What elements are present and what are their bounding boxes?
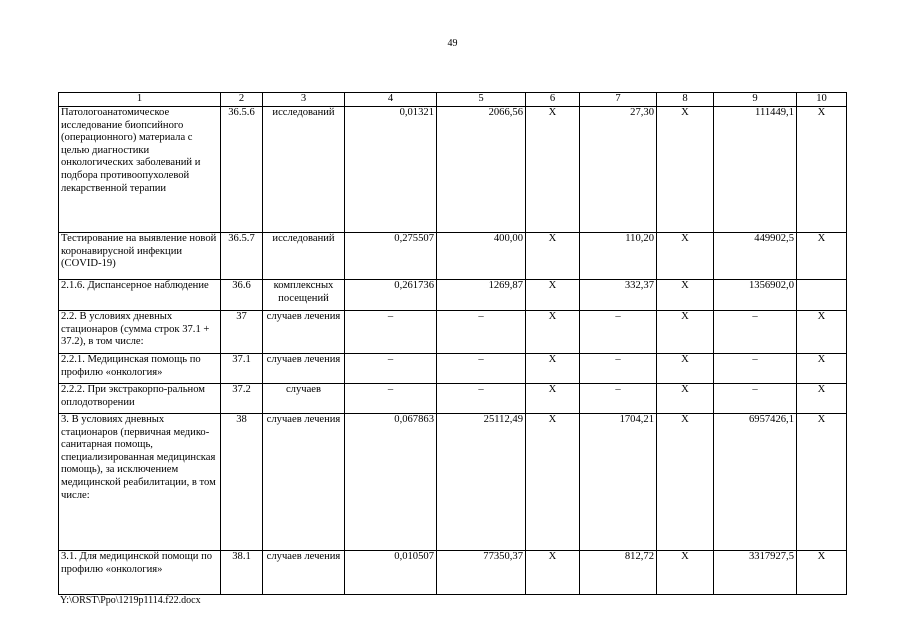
column-header: 5 — [437, 93, 526, 107]
row-unit: случаев лечения — [263, 311, 345, 354]
row-col9: 3317927,5 — [714, 551, 797, 595]
row-col10: X — [797, 354, 847, 384]
row-name: 2.2.1. Медицинская помощь по профилю «онкология» — [59, 354, 221, 384]
row-cost: 1269,87 — [437, 280, 526, 311]
row-cost: – — [437, 311, 526, 354]
row-col7: – — [580, 384, 657, 414]
row-col6: X — [526, 233, 580, 280]
row-col8: X — [657, 280, 714, 311]
row-col6: X — [526, 384, 580, 414]
table-header-row — [59, 93, 847, 107]
row-col7: – — [580, 354, 657, 384]
row-col7: 27,30 — [580, 107, 657, 233]
row-unit: случаев лечения — [263, 551, 345, 595]
row-volume: 0,067863 — [345, 414, 437, 551]
row-unit: случаев лечения — [263, 354, 345, 384]
column-header: 3 — [263, 93, 345, 107]
column-header: 4 — [345, 93, 437, 107]
row-col6: X — [526, 354, 580, 384]
row-col8: X — [657, 311, 714, 354]
row-col10: X — [797, 414, 847, 551]
row-col8: X — [657, 233, 714, 280]
column-header: 7 — [580, 93, 657, 107]
table-row — [59, 311, 847, 354]
table-row — [59, 107, 847, 233]
row-name: 2.2. В условиях дневных стационаров (сумма строк 37.1 + 37.2), в том числе: — [59, 311, 221, 354]
row-volume: – — [345, 354, 437, 384]
row-code: 38 — [221, 414, 263, 551]
row-cost: 77350,37 — [437, 551, 526, 595]
row-col6: X — [526, 311, 580, 354]
row-volume: 0,261736 — [345, 280, 437, 311]
column-header: 1 — [59, 93, 221, 107]
table-row — [59, 384, 847, 414]
row-cost: – — [437, 384, 526, 414]
row-cost: – — [437, 354, 526, 384]
file-path-footer: Y:\ORST\Ppo\1219p1114.f22.docx — [60, 595, 201, 606]
row-name: Тестирование на выявление новой коронавирусной инфекции (COVID-19) — [59, 233, 221, 280]
row-col6: X — [526, 280, 580, 311]
row-col10 — [797, 280, 847, 311]
row-col8: X — [657, 551, 714, 595]
row-unit: исследований — [263, 107, 345, 233]
row-col10: X — [797, 311, 847, 354]
row-col10: X — [797, 551, 847, 595]
row-col10: X — [797, 384, 847, 414]
row-volume: 0,010507 — [345, 551, 437, 595]
row-col9: 1356902,0 — [714, 280, 797, 311]
table-row — [59, 354, 847, 384]
row-col9: 449902,5 — [714, 233, 797, 280]
row-code: 37.2 — [221, 384, 263, 414]
row-cost: 2066,56 — [437, 107, 526, 233]
row-name: 2.1.6. Диспансерное наблюдение — [59, 280, 221, 311]
column-header: 10 — [797, 93, 847, 107]
table-row — [59, 280, 847, 311]
row-col8: X — [657, 107, 714, 233]
table-row — [59, 233, 847, 280]
row-col9: – — [714, 311, 797, 354]
row-volume: 0,275507 — [345, 233, 437, 280]
row-col10: X — [797, 107, 847, 233]
row-col10: X — [797, 233, 847, 280]
row-code: 37.1 — [221, 354, 263, 384]
row-col7: 110,20 — [580, 233, 657, 280]
row-volume: – — [345, 311, 437, 354]
row-unit: исследований — [263, 233, 345, 280]
row-col7: 1704,21 — [580, 414, 657, 551]
column-header: 8 — [657, 93, 714, 107]
row-code: 36.6 — [221, 280, 263, 311]
row-unit: случаев — [263, 384, 345, 414]
row-col6: X — [526, 107, 580, 233]
table-row — [59, 414, 847, 551]
row-col9: – — [714, 354, 797, 384]
table-row — [59, 551, 847, 595]
row-name: 3. В условиях дневных стационаров (первичная медико-санитарная помощь, специализированная медицинская помощь), за исключением медицинской реабилитации, в том числе: — [59, 414, 221, 551]
column-header: 9 — [714, 93, 797, 107]
row-col8: X — [657, 414, 714, 551]
row-code: 36.5.6 — [221, 107, 263, 233]
data-table — [58, 92, 847, 595]
row-col8: X — [657, 384, 714, 414]
row-col6: X — [526, 414, 580, 551]
row-cost: 400,00 — [437, 233, 526, 280]
row-name: 2.2.2. При экстракорпо-ральном оплодотворении — [59, 384, 221, 414]
row-col6: X — [526, 551, 580, 595]
column-header: 6 — [526, 93, 580, 107]
row-volume: – — [345, 384, 437, 414]
row-col9: 6957426,1 — [714, 414, 797, 551]
row-code: 36.5.7 — [221, 233, 263, 280]
row-col7: 812,72 — [580, 551, 657, 595]
row-code: 38.1 — [221, 551, 263, 595]
row-name: 3.1. Для медицинской помощи по профилю «онкология» — [59, 551, 221, 595]
row-col7: 332,37 — [580, 280, 657, 311]
page-number: 49 — [447, 38, 458, 49]
row-code: 37 — [221, 311, 263, 354]
row-col9: 111449,1 — [714, 107, 797, 233]
row-volume: 0,01321 — [345, 107, 437, 233]
row-col7: – — [580, 311, 657, 354]
row-col8: X — [657, 354, 714, 384]
row-unit: комплексных посещений — [263, 280, 345, 311]
column-header: 2 — [221, 93, 263, 107]
row-col9: – — [714, 384, 797, 414]
row-name: Патологоанатомическое исследование биопсийного (операционного) материала с целью диагностики онкологических заболеваний и подбора противоопухолевой лекарственной терапии — [59, 107, 221, 233]
row-cost: 25112,49 — [437, 414, 526, 551]
row-unit: случаев лечения — [263, 414, 345, 551]
